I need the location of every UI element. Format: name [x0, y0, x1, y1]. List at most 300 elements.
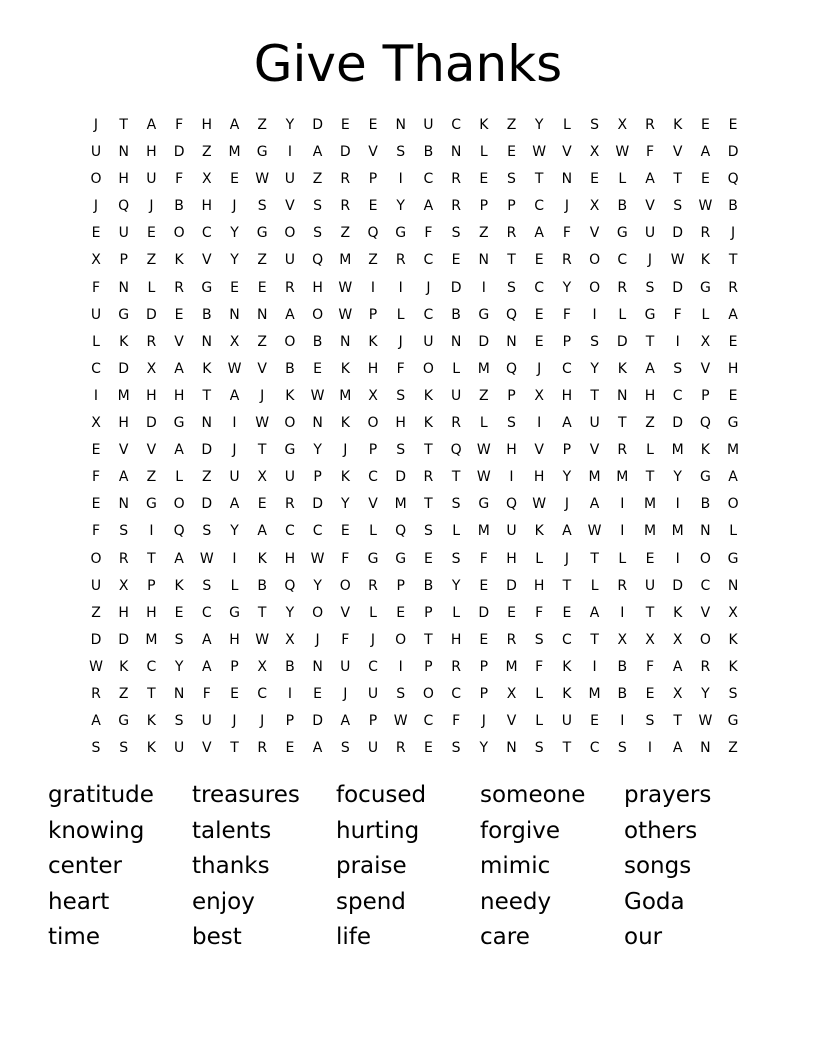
- grid-letter: M: [477, 360, 490, 377]
- grid-letter: U: [367, 740, 379, 757]
- grid-letter: O: [699, 550, 711, 567]
- grid-letter: C: [534, 198, 545, 215]
- grid-letter: E: [700, 171, 710, 188]
- grid-letter: X: [534, 387, 544, 404]
- grid-letter: K: [119, 333, 129, 350]
- grid-letter: R: [340, 198, 351, 215]
- grid-letter: W: [89, 658, 103, 675]
- grid-letter: I: [592, 658, 597, 675]
- grid-letter: Y: [313, 577, 322, 594]
- grid-letter: D: [146, 306, 157, 323]
- grid-letter: P: [368, 442, 378, 459]
- grid-letter: N: [700, 740, 711, 757]
- grid-letter: B: [617, 685, 628, 702]
- grid-letter: A: [672, 658, 683, 675]
- grid-letter: L: [562, 117, 571, 133]
- grid-letter: B: [201, 306, 212, 323]
- grid-letter: V: [672, 144, 683, 161]
- grid-letter: N: [118, 144, 129, 161]
- grid-letter: O: [173, 496, 185, 513]
- grid-letter: L: [618, 550, 627, 567]
- grid-letter: K: [340, 415, 350, 432]
- grid-row: [90, 166, 739, 193]
- grid-letter: V: [202, 252, 212, 269]
- grid-letter: K: [728, 631, 738, 648]
- grid-letter: G: [727, 713, 739, 730]
- grid-letter: R: [423, 469, 434, 486]
- grid-letter: G: [644, 306, 656, 323]
- grid-letter: D: [339, 144, 351, 161]
- word-list-item: prayers: [624, 782, 712, 808]
- grid-letter: N: [118, 496, 129, 513]
- grid-letter: R: [285, 496, 295, 513]
- grid-letter: D: [616, 333, 628, 350]
- grid-row: [90, 627, 738, 654]
- grid-letter: I: [481, 279, 486, 296]
- grid-letter: S: [174, 631, 184, 648]
- grid-letter: V: [589, 225, 600, 242]
- grid-letter: K: [146, 713, 156, 730]
- grid-letter: Z: [312, 171, 323, 188]
- grid-letter: E: [368, 198, 378, 215]
- grid-letter: Y: [230, 523, 239, 540]
- grid-letter: G: [256, 225, 268, 242]
- grid-letter: O: [422, 685, 434, 702]
- word-list-item: needy: [480, 888, 552, 915]
- word-row: [48, 849, 788, 885]
- grid-letter: U: [284, 469, 296, 486]
- grid-letter: Y: [451, 577, 461, 594]
- grid-letter: D: [672, 577, 684, 594]
- grid-letter: R: [617, 442, 628, 459]
- grid-letter: S: [451, 496, 461, 513]
- grid-letter: F: [479, 550, 488, 567]
- grid-letter: R: [451, 198, 461, 215]
- grid-row: [93, 193, 738, 220]
- grid-letter: L: [92, 333, 100, 350]
- grid-letter: N: [506, 333, 517, 350]
- grid-letter: L: [479, 415, 488, 432]
- grid-letter: F: [535, 658, 544, 675]
- grid-letter: V: [562, 144, 572, 161]
- grid-letter: B: [423, 144, 434, 161]
- grid-letter: S: [396, 685, 406, 702]
- grid-letter: R: [451, 171, 461, 188]
- grid-letter: H: [118, 171, 129, 188]
- grid-letter: B: [728, 198, 738, 215]
- grid-letter: H: [506, 442, 517, 459]
- grid-letter: L: [175, 469, 183, 486]
- grid-letter: R: [146, 333, 157, 350]
- grid-letter: J: [343, 442, 348, 459]
- grid-letter: J: [537, 360, 542, 377]
- grid-letter: H: [644, 387, 656, 404]
- grid-letter: G: [478, 496, 490, 513]
- grid-letter: U: [561, 713, 573, 730]
- grid-letter: W: [199, 550, 214, 567]
- grid-letter: Z: [91, 604, 101, 621]
- grid-letter: T: [590, 631, 599, 648]
- grid-letter: H: [146, 387, 157, 404]
- grid-letter: X: [257, 658, 267, 675]
- grid-letter: Y: [479, 740, 489, 757]
- grid-letter: H: [229, 631, 240, 648]
- grid-letter: O: [312, 604, 324, 621]
- grid-letter: Q: [395, 523, 407, 540]
- grid-letter: F: [175, 171, 184, 188]
- grid-letter: C: [201, 604, 212, 621]
- grid-letter: U: [90, 144, 102, 161]
- grid-letter: K: [673, 117, 683, 133]
- grid-letter: Z: [257, 333, 267, 350]
- grid-letter: S: [673, 360, 683, 377]
- grid-row: [93, 383, 738, 410]
- grid-letter: O: [339, 577, 351, 594]
- grid-letter: E: [479, 171, 489, 188]
- grid-letter: I: [620, 604, 625, 621]
- grid-letter: F: [91, 279, 101, 296]
- grid-letter: E: [534, 306, 544, 323]
- grid-letter: A: [229, 117, 240, 133]
- grid-row: [91, 518, 737, 545]
- grid-letter: Z: [257, 117, 267, 133]
- grid-letter: Q: [284, 577, 296, 594]
- grid-letter: R: [506, 631, 517, 648]
- grid-letter: G: [173, 415, 185, 432]
- word-row: [48, 778, 788, 814]
- grid-letter: E: [507, 144, 516, 161]
- grid-letter: Z: [479, 387, 489, 404]
- grid-letter: A: [589, 604, 600, 621]
- grid-letter: Q: [727, 171, 739, 188]
- grid-letter: E: [423, 550, 433, 567]
- grid-letter: R: [728, 279, 738, 296]
- grid-letter: E: [590, 171, 600, 188]
- grid-letter: X: [506, 685, 517, 702]
- grid-letter: E: [230, 279, 239, 296]
- grid-letter: T: [645, 469, 655, 486]
- word-list-item: heart: [48, 888, 110, 915]
- grid-letter: S: [590, 333, 600, 350]
- grid-letter: F: [673, 306, 682, 323]
- word-list-item: Goda: [624, 888, 685, 915]
- grid-letter: D: [146, 415, 157, 432]
- grid-letter: S: [645, 713, 655, 730]
- grid-letter: H: [146, 144, 157, 161]
- grid-letter: Y: [673, 469, 682, 486]
- grid-letter: J: [232, 198, 237, 215]
- grid-letter: P: [396, 577, 405, 594]
- grid-letter: V: [202, 740, 212, 757]
- grid-letter: D: [90, 631, 102, 648]
- grid-letter: D: [478, 333, 490, 350]
- grid-letter: K: [174, 252, 184, 269]
- grid-letter: X: [202, 171, 212, 188]
- grid-letter: S: [340, 740, 350, 757]
- grid-letter: P: [313, 469, 322, 486]
- grid-letter: O: [422, 360, 434, 377]
- grid-letter: V: [146, 442, 157, 459]
- grid-letter: B: [700, 496, 711, 513]
- grid-letter: W: [670, 252, 685, 269]
- grid-letter: B: [285, 360, 295, 377]
- grid-letter: B: [617, 198, 628, 215]
- grid-letter: R: [451, 415, 461, 432]
- grid-letter: I: [398, 658, 403, 675]
- word-list-item: center: [48, 853, 122, 879]
- grid-letter: D: [312, 496, 323, 513]
- grid-letter: E: [146, 225, 156, 242]
- grid-letter: I: [592, 306, 597, 323]
- grid-letter: X: [285, 631, 295, 648]
- grid-letter: Y: [230, 252, 239, 269]
- grid-letter: E: [479, 631, 489, 648]
- grid-letter: T: [424, 631, 433, 648]
- grid-letter: X: [146, 360, 157, 377]
- grid-row: [91, 247, 738, 274]
- grid-letter: Z: [202, 144, 212, 161]
- grid-letter: H: [118, 604, 129, 621]
- grid-letter: N: [506, 740, 517, 757]
- grid-letter: W: [615, 144, 630, 161]
- grid-letter: N: [450, 333, 462, 350]
- grid-letter: V: [257, 360, 267, 377]
- grid-letter: C: [423, 713, 434, 730]
- word-list-item: knowing: [48, 817, 145, 844]
- grid-letter: U: [201, 713, 212, 730]
- grid-letter: D: [118, 360, 130, 377]
- grid-letter: S: [423, 523, 433, 540]
- grid-letter: B: [617, 658, 628, 675]
- grid-letter: K: [700, 252, 710, 269]
- grid-letter: C: [423, 171, 434, 188]
- grid-letter: G: [616, 225, 628, 242]
- grid-letter: C: [201, 225, 212, 242]
- grid-letter: X: [728, 604, 738, 621]
- grid-letter: Z: [479, 225, 489, 242]
- grid-letter: T: [147, 550, 156, 567]
- grid-letter: D: [727, 144, 739, 161]
- grid-letter: P: [424, 658, 433, 675]
- grid-letter: Y: [396, 198, 405, 215]
- grid-letter: F: [452, 713, 461, 730]
- word-list-item: enjoy: [192, 888, 255, 915]
- grid-letter: I: [620, 713, 625, 730]
- grid-letter: B: [451, 306, 461, 323]
- grid-row: [91, 735, 738, 762]
- grid-letter: O: [395, 631, 407, 648]
- grid-letter: P: [147, 577, 156, 594]
- grid-letter: C: [700, 577, 711, 594]
- grid-letter: H: [506, 550, 517, 567]
- grid-letter: Y: [534, 117, 544, 133]
- grid-letter: A: [589, 496, 600, 513]
- grid-letter: B: [257, 577, 267, 594]
- grid-letter: V: [589, 442, 600, 459]
- grid-letter: L: [701, 306, 710, 323]
- grid-letter: P: [479, 685, 489, 702]
- word-list-item: best: [192, 924, 242, 950]
- grid-letter: S: [590, 117, 600, 133]
- grid-letter: A: [562, 415, 572, 432]
- grid-letter: E: [174, 604, 184, 621]
- grid-letter: A: [174, 360, 184, 377]
- grid-letter: I: [93, 387, 99, 404]
- grid-letter: J: [398, 333, 403, 350]
- grid-letter: C: [423, 252, 434, 269]
- word-list-item: someone: [480, 782, 586, 808]
- grid-letter: T: [534, 171, 544, 188]
- grid-letter: G: [284, 442, 296, 459]
- grid-letter: I: [675, 550, 680, 567]
- grid-letter: I: [232, 415, 237, 432]
- grid-letter: B: [174, 198, 184, 215]
- grid-letter: A: [257, 523, 267, 540]
- grid-letter: S: [451, 225, 461, 242]
- grid-letter: K: [479, 117, 489, 133]
- grid-letter: R: [395, 252, 406, 269]
- grid-letter: L: [230, 577, 239, 594]
- grid-letter: U: [118, 225, 129, 242]
- grid-letter: D: [450, 279, 462, 296]
- grid-letter: G: [395, 225, 407, 242]
- grid-letter: X: [589, 144, 600, 161]
- grid-letter: C: [562, 360, 572, 377]
- grid-letter: I: [287, 685, 292, 702]
- grid-letter: A: [423, 198, 434, 215]
- grid-letter: J: [260, 387, 265, 404]
- grid-letter: P: [119, 252, 128, 269]
- grid-letter: U: [423, 117, 434, 133]
- grid-letter: I: [675, 496, 680, 513]
- grid-letter: P: [701, 387, 710, 404]
- grid-letter: L: [646, 442, 654, 459]
- grid-letter: W: [338, 306, 353, 323]
- grid-letter: K: [285, 387, 295, 404]
- grid-letter: V: [340, 604, 351, 621]
- grid-letter: E: [534, 252, 544, 269]
- word-list-item: others: [624, 817, 698, 844]
- grid-letter: I: [537, 415, 542, 432]
- grid-letter: R: [617, 279, 628, 296]
- grid-letter: I: [509, 469, 514, 486]
- grid-letter: H: [450, 631, 462, 648]
- grid-letter: U: [589, 415, 600, 432]
- grid-letter: G: [395, 550, 407, 567]
- grid-letter: E: [230, 685, 239, 702]
- grid-letter: H: [118, 415, 129, 432]
- grid-letter: Q: [505, 306, 518, 323]
- grid-letter: Z: [257, 252, 267, 269]
- grid-row: [91, 681, 738, 708]
- grid-letter: S: [91, 740, 101, 757]
- grid-letter: M: [394, 496, 407, 513]
- grid-letter: S: [202, 577, 212, 594]
- grid-row: [91, 356, 739, 383]
- grid-letter: C: [451, 685, 461, 702]
- grid-letter: U: [340, 658, 351, 675]
- grid-letter: W: [587, 523, 602, 540]
- grid-letter: R: [174, 279, 184, 296]
- grid-letter: K: [174, 577, 184, 594]
- grid-letter: G: [201, 279, 213, 296]
- grid-letter: A: [174, 442, 184, 459]
- grid-letter: E: [479, 577, 489, 594]
- word-list-item: care: [480, 924, 530, 950]
- grid-letter: U: [644, 577, 656, 594]
- word-row: [48, 814, 788, 850]
- grid-letter: K: [728, 658, 738, 675]
- grid-letter: F: [202, 685, 211, 702]
- grid-letter: S: [174, 713, 184, 730]
- grid-letter: A: [91, 713, 101, 730]
- grid-letter: V: [645, 198, 655, 215]
- grid-letter: C: [617, 252, 628, 269]
- grid-letter: C: [672, 387, 683, 404]
- grid-letter: G: [699, 469, 711, 486]
- grid-letter: X: [672, 685, 683, 702]
- grid-letter: I: [232, 550, 237, 567]
- grid-letter: Z: [368, 252, 378, 269]
- grid-letter: Z: [645, 415, 655, 432]
- grid-letter: H: [533, 577, 545, 594]
- grid-letter: D: [395, 469, 407, 486]
- grid-row: [91, 708, 739, 735]
- grid-letter: N: [340, 333, 351, 350]
- grid-letter: S: [396, 144, 406, 161]
- grid-letter: X: [645, 631, 655, 648]
- grid-letter: V: [534, 442, 544, 459]
- grid-letter: E: [728, 333, 738, 350]
- grid-letter: E: [91, 225, 101, 242]
- grid-letter: D: [672, 225, 684, 242]
- word-list-item: focused: [336, 782, 427, 808]
- grid-letter: X: [700, 333, 711, 350]
- grid-letter: E: [645, 550, 655, 567]
- grid-letter: R: [451, 658, 461, 675]
- grid-letter: T: [507, 252, 516, 269]
- grid-letter: E: [451, 252, 461, 269]
- grid-letter: C: [257, 685, 268, 702]
- grid-letter: W: [476, 442, 491, 459]
- grid-letter: D: [478, 604, 490, 621]
- grid-letter: W: [338, 279, 353, 296]
- grid-letter: N: [201, 333, 213, 350]
- grid-letter: N: [256, 306, 268, 323]
- grid-letter: P: [507, 387, 516, 404]
- grid-letter: J: [647, 252, 653, 269]
- grid-letter: Q: [173, 523, 185, 540]
- grid-letter: J: [426, 279, 431, 296]
- grid-letter: U: [506, 523, 517, 540]
- grid-letter: E: [174, 306, 184, 323]
- grid-letter: N: [173, 685, 185, 702]
- grid-letter: O: [90, 550, 102, 567]
- grid-letter: R: [257, 740, 268, 757]
- grid-letter: A: [562, 523, 572, 540]
- grid-letter: U: [284, 171, 296, 188]
- grid-row: [89, 654, 738, 681]
- grid-letter: F: [91, 523, 101, 540]
- grid-letter: E: [534, 333, 544, 350]
- grid-letter: T: [257, 442, 267, 459]
- grid-letter: R: [506, 225, 517, 242]
- grid-letter: V: [368, 144, 378, 161]
- grid-letter: I: [620, 523, 625, 540]
- grid-letter: F: [341, 550, 350, 567]
- grid-letter: N: [118, 279, 129, 296]
- grid-letter: A: [645, 360, 655, 377]
